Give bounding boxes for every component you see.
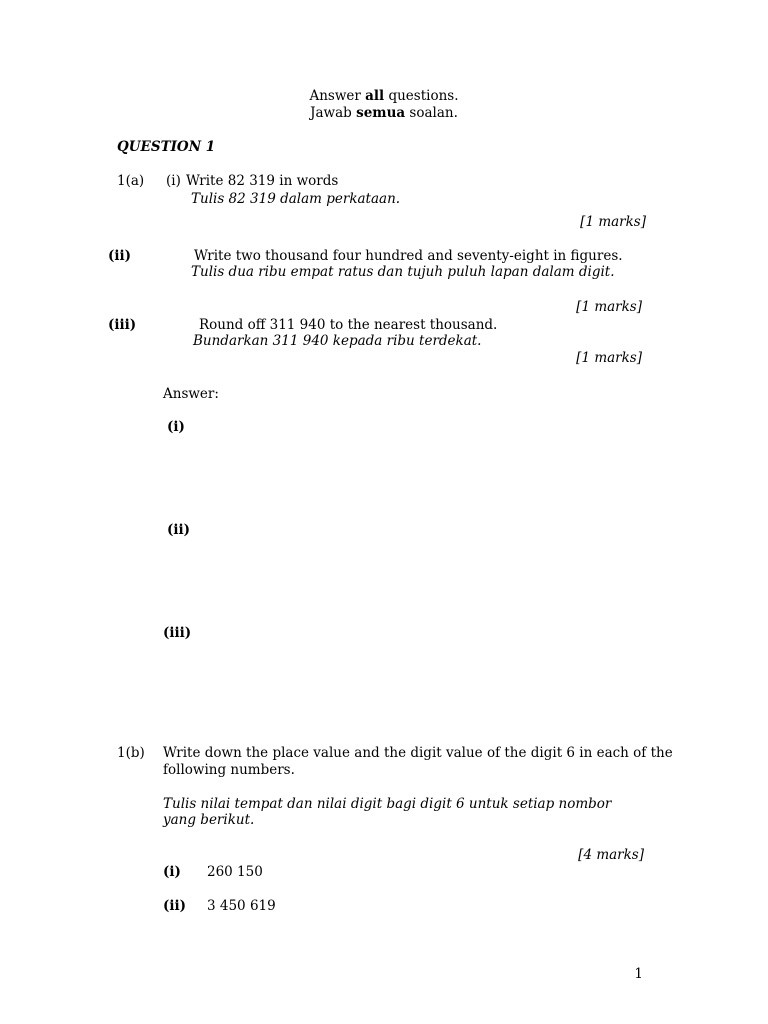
part-text-malay: Bundarkan 311 940 kepada ribu terdekat. bbox=[193, 333, 482, 349]
part-label: (iii) bbox=[108, 317, 137, 333]
part-text-malay: yang berikut. bbox=[163, 812, 255, 828]
part-text-malay: Tulis nilai tempat dan nilai digit bagi digit 6 untuk setiap nombor bbox=[163, 796, 612, 812]
part-text-english: Write two thousand four hundred and seventy-eight in figures. bbox=[194, 248, 623, 264]
item-number: 260 150 bbox=[207, 864, 263, 880]
marks-label: [1 marks] bbox=[580, 214, 646, 230]
marks-label: [4 marks] bbox=[578, 847, 644, 863]
item-number: 3 450 619 bbox=[207, 898, 276, 914]
item-label: (ii) bbox=[163, 898, 187, 914]
part-text-english: Write down the place value and the digit value of the digit 6 in each of the bbox=[163, 745, 673, 761]
answer-part-label: (i) bbox=[167, 419, 185, 435]
part-text-malay: Tulis 82 319 dalam perkataan. bbox=[191, 191, 401, 207]
answer-part-label: (iii) bbox=[163, 625, 192, 641]
marks-label: [1 marks] bbox=[576, 350, 642, 366]
page-number: 1 bbox=[634, 966, 643, 982]
instruction-text: soalan. bbox=[405, 105, 458, 121]
answer-part-label: (ii) bbox=[167, 522, 191, 538]
instruction-emphasis: semua bbox=[356, 105, 406, 121]
instruction-text: Answer bbox=[309, 88, 366, 104]
part-text-malay: Tulis dua ribu empat ratus dan tujuh puluh lapan dalam digit. bbox=[191, 264, 615, 280]
part-text-english: following numbers. bbox=[163, 762, 295, 778]
instruction-malay bbox=[0, 105, 768, 121]
question-number: 1(a) bbox=[117, 173, 145, 189]
part-text-english: Write 82 319 in words bbox=[186, 173, 339, 189]
answer-label: Answer: bbox=[163, 386, 219, 402]
instruction-english bbox=[0, 88, 768, 104]
question-title: QUESTION 1 bbox=[117, 139, 216, 155]
part-label: (ii) bbox=[108, 248, 132, 264]
part-text-english: Round off 311 940 to the nearest thousand. bbox=[199, 317, 498, 333]
part-label: (i) bbox=[166, 173, 181, 189]
question-number: 1(b) bbox=[117, 745, 145, 761]
instruction-text: Jawab bbox=[310, 105, 357, 121]
marks-label: [1 marks] bbox=[576, 299, 642, 315]
instruction-emphasis: all bbox=[365, 88, 385, 104]
item-label: (i) bbox=[163, 864, 181, 880]
instruction-text: questions. bbox=[384, 88, 459, 104]
